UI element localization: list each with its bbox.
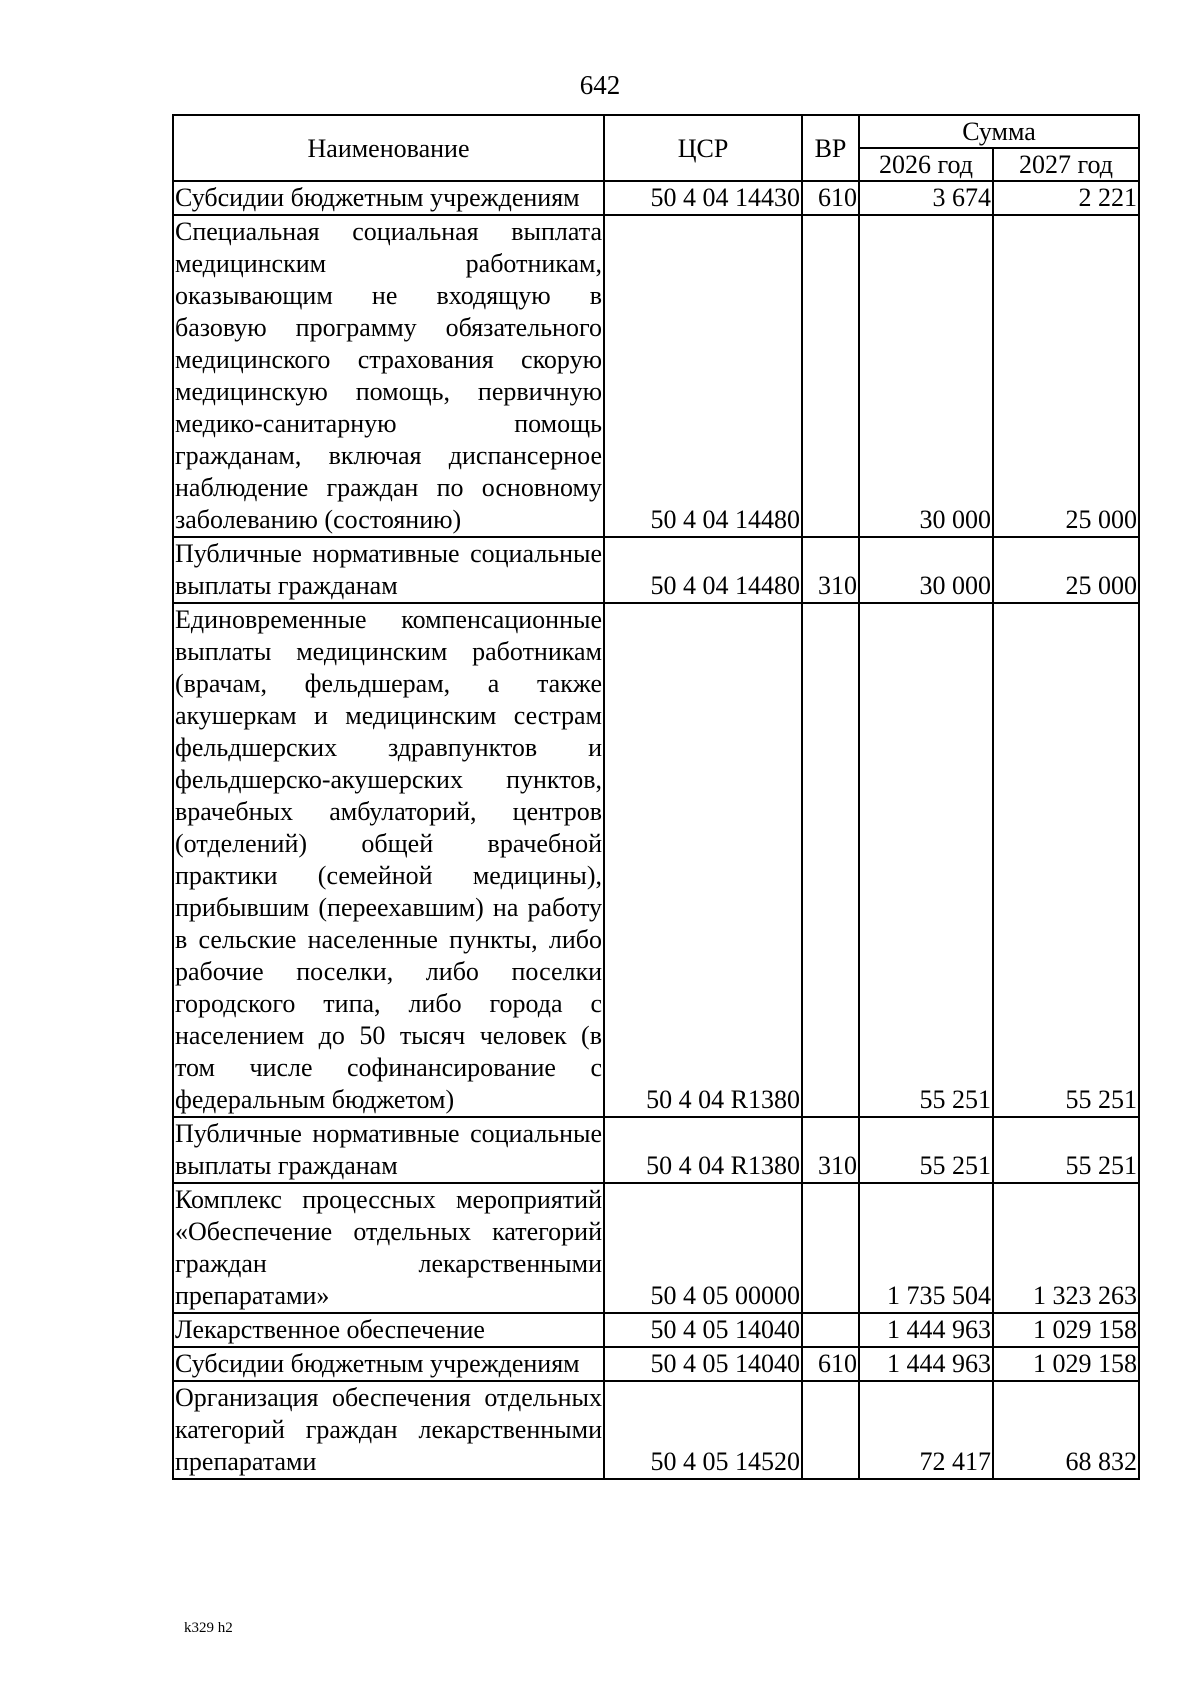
- row-2026: 30 000: [859, 537, 993, 603]
- row-name: Организация обеспечения отдельных категорий граждан лекарственными препаратами: [173, 1381, 604, 1479]
- row-csr: 50 4 05 00000: [604, 1183, 802, 1313]
- header-name: Наименование: [173, 115, 604, 181]
- row-2027: 25 000: [993, 215, 1139, 537]
- row-name: Лекарственное обеспечение: [173, 1313, 604, 1347]
- row-csr: 50 4 04 R1380: [604, 603, 802, 1117]
- row-vr: 310: [802, 537, 859, 603]
- row-2027: 25 000: [993, 537, 1139, 603]
- row-2026: 30 000: [859, 215, 993, 537]
- row-vr: [802, 1183, 859, 1313]
- footer-code: k329 h2: [184, 1620, 233, 1636]
- row-name: Субсидии бюджетным учреждениям: [173, 1347, 604, 1381]
- row-2026: 72 417: [859, 1381, 993, 1479]
- row-name: Специальная социальная выплата медицинским работникам, оказывающим не входящую в базовую программу обязательного медицинского страхования скорую медицинскую помощь, первичную медико-санитарную помощь гражданам, включая диспансерное наблюдение граждан по основному заболеванию (состоянию): [173, 215, 604, 537]
- row-csr: 50 4 05 14040: [604, 1347, 802, 1381]
- row-csr: 50 4 04 R1380: [604, 1117, 802, 1183]
- row-vr: 310: [802, 1117, 859, 1183]
- table-row: [173, 537, 1139, 603]
- row-name: Публичные нормативные социальные выплаты гражданам: [173, 537, 604, 603]
- row-2026: 3 674: [859, 181, 993, 215]
- header-year-2026: 2026 год: [859, 148, 993, 181]
- header-vr: ВР: [802, 115, 859, 181]
- header-year-2027: 2027 год: [993, 148, 1139, 181]
- row-csr: 50 4 04 14480: [604, 537, 802, 603]
- row-name: Единовременные компенсационные выплаты медицинским работникам (врачам, фельдшерам, а также акушеркам и медицинским сестрам фельдшерских здравпунктов и фельдшерско-акушерских пунктов, врачебных амбулаторий, центров (отделений) общей врачебной практики (семейной медицины), прибывшим (переехавшим) на работу в сельские населенные пункты, либо рабочие поселки, либо поселки городского типа, либо города с населением до 50 тысяч человек (в том числе софинансирование с федеральным бюджетом): [173, 603, 604, 1117]
- table-row: [173, 1117, 1139, 1183]
- table-row: [173, 603, 1139, 1117]
- table-row: [173, 181, 1139, 215]
- header-csr: ЦСР: [604, 115, 802, 181]
- budget-table: [172, 114, 1140, 1480]
- row-name: Субсидии бюджетным учреждениям: [173, 181, 604, 215]
- row-name: Комплекс процессных мероприятий «Обеспечение отдельных категорий граждан лекарственными препаратами»: [173, 1183, 604, 1313]
- table-row: [173, 1183, 1139, 1313]
- row-csr: 50 4 05 14520: [604, 1381, 802, 1479]
- row-csr: 50 4 04 14430: [604, 181, 802, 215]
- page-number: 642: [579, 70, 621, 100]
- row-2027: 1 029 158: [993, 1313, 1139, 1347]
- row-2026: 1 444 963: [859, 1347, 993, 1381]
- row-2027: 1 029 158: [993, 1347, 1139, 1381]
- row-csr: 50 4 05 14040: [604, 1313, 802, 1347]
- row-vr: 610: [802, 181, 859, 215]
- row-vr: [802, 215, 859, 537]
- row-vr: [802, 603, 859, 1117]
- row-2026: 55 251: [859, 603, 993, 1117]
- table-row: [173, 1381, 1139, 1479]
- row-2026: 1 735 504: [859, 1183, 993, 1313]
- row-name: Публичные нормативные социальные выплаты гражданам: [173, 1117, 604, 1183]
- row-vr: [802, 1313, 859, 1347]
- table-row: [173, 1313, 1139, 1347]
- row-2027: 55 251: [993, 1117, 1139, 1183]
- header-sum: Сумма: [859, 115, 1139, 148]
- row-vr: 610: [802, 1347, 859, 1381]
- row-csr: 50 4 04 14480: [604, 215, 802, 537]
- row-2026: 55 251: [859, 1117, 993, 1183]
- row-2026: 1 444 963: [859, 1313, 993, 1347]
- row-2027: 55 251: [993, 603, 1139, 1117]
- table-row: [173, 1347, 1139, 1381]
- table-row: [173, 215, 1139, 537]
- row-2027: 2 221: [993, 181, 1139, 215]
- row-2027: 68 832: [993, 1381, 1139, 1479]
- row-2027: 1 323 263: [993, 1183, 1139, 1313]
- row-vr: [802, 1381, 859, 1479]
